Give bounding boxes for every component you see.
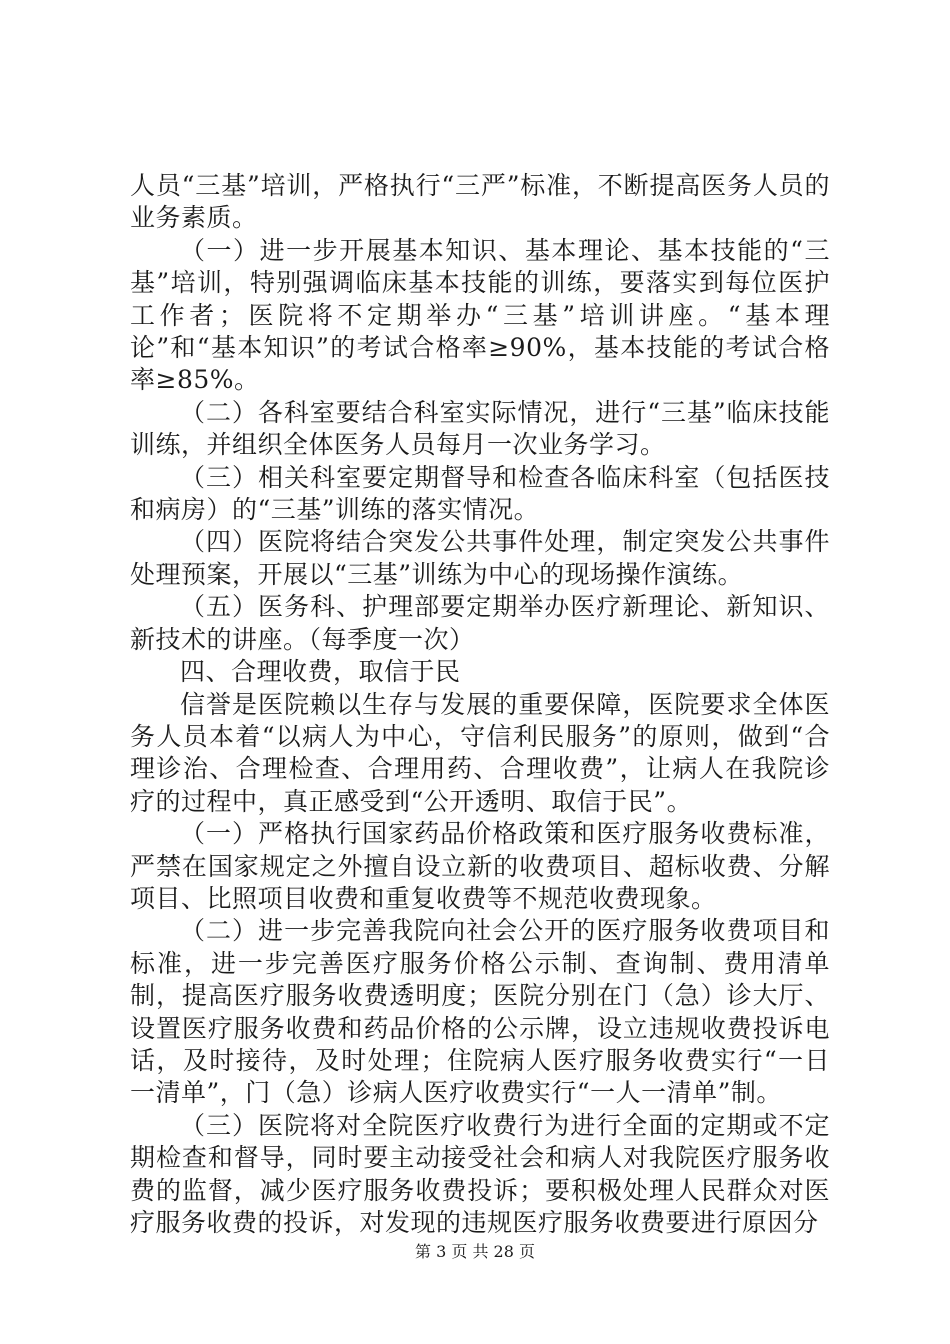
paragraph-fee-item-2: （二）进一步完善我院向社会公开的医疗服务收费项目和标准，进一步完善医疗服务价格公示制、查询制、费用清单制，提高医疗服务收费透明度；医院分别在门（急）诊大厅、设置医疗服务收费和药品价格的公示牌，设立违规收费投诉电话，及时接待，及时处理；住院病人医疗服务收费实行“一日一清单”，门（急）诊病人医疗收费实行“一人一清单”制。 — [130, 916, 830, 1108]
document-body — [130, 170, 830, 1239]
paragraph-item-3: （三）相关科室要定期督导和检查各临床科室（包括医技和病房）的“三基”训练的落实情况。 — [130, 462, 830, 525]
paragraph-fee-item-1: （一）严格执行国家药品价格政策和医疗服务收费标准，严禁在国家规定之外擅自设立新的收费项目、超标收费、分解项目、比照项目收费和重复收费等不规范收费现象。 — [130, 819, 830, 913]
paragraph-item-1: （一）进一步开展基本知识、基本理论、基本技能的“三基”培训，特别强调临床基本技能的训练，要落实到每位医护工作者；医院将不定期举办“三基”培训讲座。“基本理论”和“基本知识”的考试合格率≥90%，基本技能的考试合格率≥85%。 — [130, 235, 830, 395]
paragraph-intro: 信誉是医院赖以生存与发展的重要保障，医院要求全体医务人员本着“以病人为中心，守信利民服务”的原则，做到“合理诊治、合理检查、合理用药、合理收费”，让病人在我院诊疗的过程中，真正感受到“公开透明、取信于民”。 — [130, 689, 830, 816]
paragraph-fee-item-3: （三）医院将对全院医疗收费行为进行全面的定期或不定期检查和督导，同时要主动接受社会和病人对我院医疗服务收费的监督，减少医疗服务收费投诉；要积极处理人民群众对医疗服务收费的投诉，对发现的违规医疗服务收费要进行原因分 — [130, 1110, 830, 1237]
paragraph-item-2: （二）各科室要结合科室实际情况，进行“三基”临床技能训练，并组织全体医务人员每月一次业务学习。 — [130, 397, 830, 460]
section-heading: 四、合理收费，取信于民 — [180, 657, 461, 687]
paragraph-item-4: （四）医院将结合突发公共事件处理，制定突发公共事件处理预案，开展以“三基”训练为中心的现场操作演练。 — [130, 527, 830, 589]
paragraph-item-5: （五）医务科、护理部要定期举办医疗新理论、新知识、新技术的讲座。（每季度一次） — [130, 592, 830, 654]
paragraph-continuation: 人员“三基”培训，严格执行“三严”标准，不断提高医务人员的业务素质。 — [130, 171, 830, 233]
page-number-footer: 第 3 页 共 28 页 — [415, 1242, 535, 1261]
